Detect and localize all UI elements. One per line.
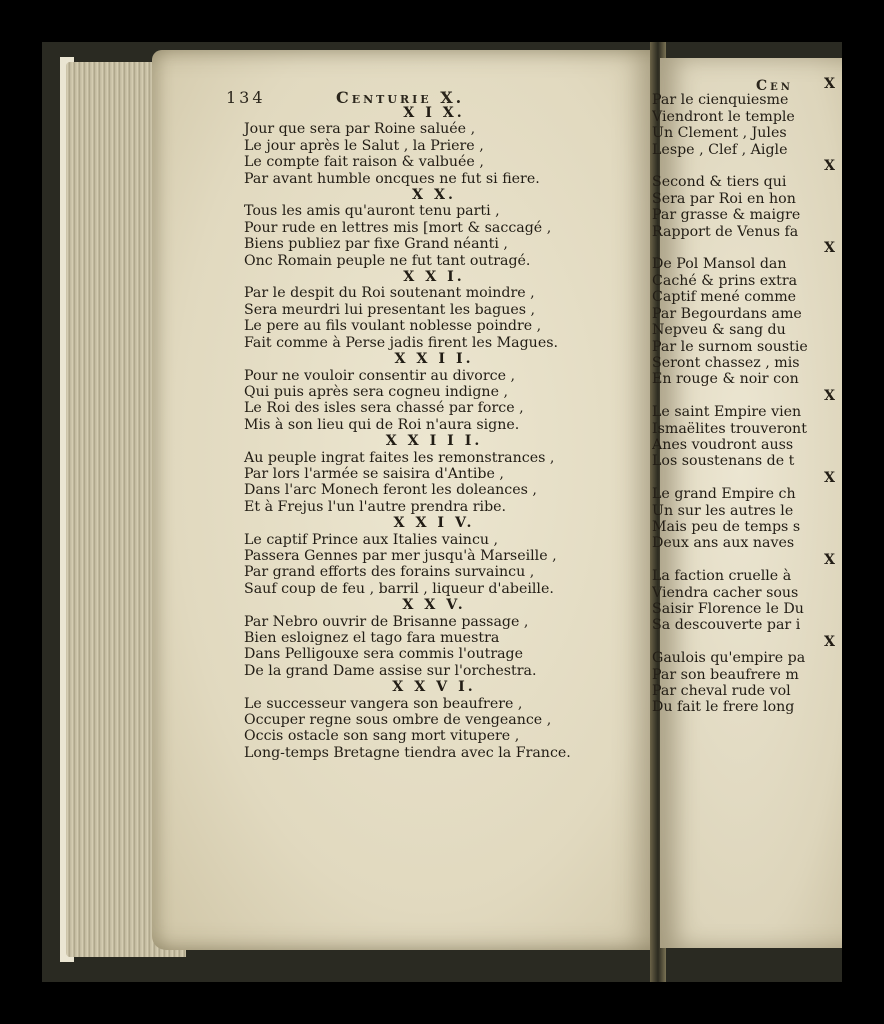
verse-line: Los soustenans de t [652, 453, 795, 470]
verse-line: Dans Pelligouxe sera commis l'outrage [244, 646, 524, 663]
verse-line: Le saint Empire vien [652, 404, 802, 421]
quatrain-numeral: X X I I. [394, 351, 474, 368]
verse-line: De Pol Mansol dan [652, 256, 787, 273]
quatrain-numeral: X X I V. [393, 515, 475, 532]
quatrain-numeral: X X V I. [392, 679, 476, 696]
verse-line: Saisir Florence le Du [652, 601, 804, 617]
quatrain-numeral: X X I. [403, 269, 465, 286]
verse-line: Par Nebro ouvrir de Brisanne passage , [244, 613, 529, 630]
verse-line: Par grand efforts des forains survaincu , [244, 564, 535, 581]
quatrain-numeral: X X. [412, 187, 456, 204]
verse-line: Occis ostacle son sang mort vitupere , [244, 728, 520, 745]
verse-line: Lespe , Clef , Aigle [652, 141, 788, 158]
right-page-text [652, 76, 842, 716]
verse-line: Au peuple ingrat faites les remonstrances , [244, 449, 555, 466]
verse-line: Sauf coup de feu , barril , liqueur d'abeille. [244, 580, 554, 597]
verse-line: Nepveu & sang du [652, 322, 786, 339]
verse-line: Qui puis après sera cogneu indigne , [244, 383, 508, 400]
verse-line: Captif mené comme [652, 289, 797, 306]
verse-line: Par le despit du Roi soutenant moindre , [244, 285, 535, 302]
verse-line: Le pere au fils voulant noblesse poindre , [244, 318, 542, 335]
quatrain-numeral: X [823, 240, 838, 257]
quatrain-numeral: X X V. [402, 597, 466, 614]
right-running-head: Cen [756, 78, 793, 94]
verse-line: Viendra cacher sous [652, 584, 799, 601]
verse-line: Par le surnom soustie [652, 338, 808, 355]
verse-line: Sera par Roi en hon [652, 190, 796, 207]
quatrain-numeral: X [823, 387, 838, 404]
verse-line: Par cheval rude vol [652, 683, 791, 700]
verse-line: De la grand Dame assise sur l'orchestra. [244, 662, 537, 679]
verse-line: Un Clement , Jules [652, 125, 787, 142]
quatrain-numeral: X X I I I. [385, 433, 483, 450]
verse-line: Par son beaufrere m [652, 666, 799, 683]
verse-line: Le jour après le Salut , la Priere , [244, 137, 484, 154]
verse-line: Par Begourdans ame [652, 305, 802, 322]
quatrain-numeral: X [823, 633, 838, 650]
verse-line: Pour ne vouloir consentir au divorce , [244, 367, 515, 384]
verse-line: Par avant humble oncques ne fut si fiere. [244, 170, 540, 187]
verse-line: Par grasse & maigre [652, 207, 801, 224]
verse-line: Caché & prins extra [652, 272, 798, 289]
verse-line: Passera Gennes par mer jusqu'à Marseille , [244, 547, 557, 564]
verse-line: Biens publiez par fixe Grand néanti , [244, 236, 508, 253]
verse-line: La faction cruelle à [652, 568, 792, 585]
quatrain-numeral: X [823, 551, 838, 568]
verse-line: Sa descouverte par i [652, 617, 801, 634]
verse-line: Rapport de Venus fa [652, 223, 799, 240]
verse-line: Sera meurdri lui presentant les bagues , [244, 301, 536, 318]
verse-line: Un sur les autres le [652, 502, 794, 519]
verse-line: Viendront le temple [652, 108, 795, 125]
verse-line: Par lors l'armée se saisira d'Antibe , [244, 465, 504, 482]
verse-line: Second & tiers qui [652, 174, 787, 191]
verse-line: Le grand Empire ch [652, 486, 796, 503]
verse-line: Jour que sera par Roine saluée , [244, 121, 476, 138]
verse-line: Onc Romain peuple ne fut tant outragé. [244, 252, 531, 269]
verse-line: Anes voudront auss [652, 436, 794, 453]
quatrain-numeral: X [823, 158, 838, 175]
verse-line: Par le cienquiesme [652, 92, 789, 109]
verse-line: Bien esloignez el tago fara muestra [244, 630, 500, 646]
verse-line: Le Roi des isles sera chassé par force , [244, 400, 524, 417]
quatrain-numeral: X [823, 76, 838, 92]
verse-line: Tous les amis qu'auront tenu parti , [244, 203, 500, 220]
verse-line: Le compte fait raison & valbuée , [244, 154, 484, 171]
running-head: Centurie X. [336, 88, 465, 107]
verse-line: Seront chassez , mis [652, 354, 800, 371]
verse-line: Le successeur vangera son beaufrere , [244, 695, 523, 712]
verse-line: Ismaëlites trouveront [652, 420, 807, 437]
verse-line: Occuper regne sous ombre de vengeance , [244, 712, 552, 729]
verse-line: Mais peu de temps s [652, 518, 801, 535]
verse-line: Du fait le frere long [652, 699, 795, 716]
page-number: 134 [226, 88, 266, 107]
verse-line: Mis à son lieu qui de Roi n'aura signe. [244, 416, 520, 433]
verse-line: Dans l'arc Monech feront les doleances , [244, 482, 537, 499]
verse-line: Pour rude en lettres mis [mort & saccagé , [244, 219, 552, 236]
verse-line: Le captif Prince aux Italies vaincu , [244, 531, 499, 548]
verse-line: Fait comme à Perse jadis firent les Magues. [244, 334, 559, 351]
verse-line: Gaulois qu'empire pa [652, 650, 806, 667]
quatrain-numeral: X [823, 469, 838, 486]
quatrain-numeral: X I X. [403, 105, 465, 121]
verse-line: Long-temps Bretagne tiendra avec la France. [244, 744, 571, 761]
verse-line: Deux ans aux naves [652, 535, 795, 552]
verse-line: Et à Frejus l'un l'autre prendra ribe. [244, 498, 507, 515]
verse-line: En rouge & noir con [652, 371, 799, 388]
left-page-text [244, 105, 584, 761]
